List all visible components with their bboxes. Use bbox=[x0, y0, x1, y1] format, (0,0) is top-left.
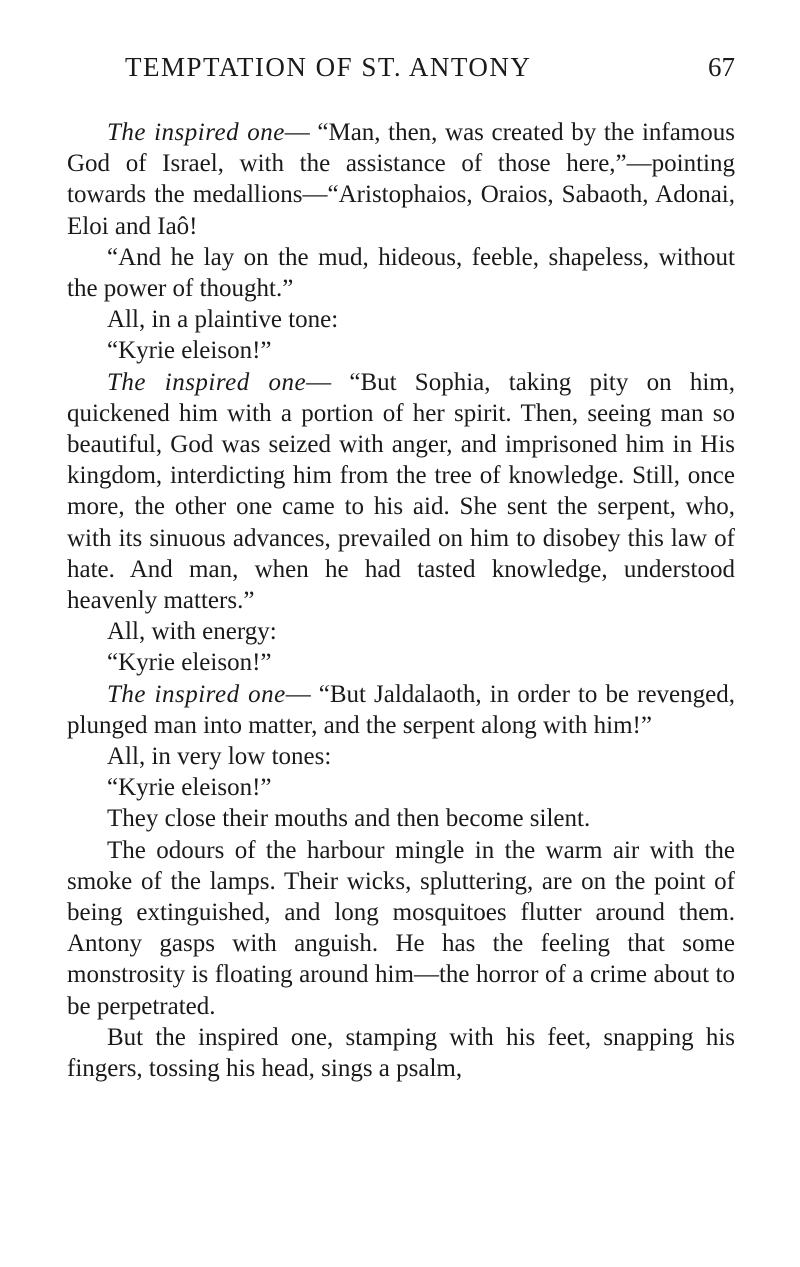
paragraph-text: But the inspired one, stamping with his feet, snapping his fingers, tossing his head, sings a psalm, bbox=[67, 1023, 735, 1083]
paragraph-11 bbox=[67, 803, 735, 834]
paragraph-9 bbox=[67, 741, 735, 772]
paragraph-text: All, in a plaintive tone: bbox=[107, 306, 339, 334]
paragraph-1 bbox=[67, 117, 735, 242]
paragraph-text: All, in very low tones: bbox=[107, 743, 332, 771]
paragraph-text: “And he lay on the mud, hideous, feeble, shapeless, without the power of thought.” bbox=[67, 243, 735, 303]
paragraph-12 bbox=[67, 835, 735, 1022]
paragraph-2 bbox=[67, 242, 735, 304]
paragraph-text: The odours of the harbour mingle in the warm air with the smoke of the lamps. Their wicks, spluttering, are on the point of being extinguished, and long mosquitoes flutter around them. Antony gasps with anguish. He has the feeling that some monstrosity is floating around him—the horror of a crime about to be perpetrated. bbox=[67, 836, 735, 1020]
running-head bbox=[125, 52, 735, 83]
paragraph-text: “Kyrie eleison!” bbox=[107, 774, 272, 802]
paragraph-text: “Kyrie eleison!” bbox=[107, 337, 272, 365]
paragraph-3 bbox=[67, 304, 735, 335]
body-text bbox=[67, 117, 735, 1084]
paragraph-text: — “But Jaldalaoth, in order to be revenged, plunged man into matter, and the serpent along with him!” bbox=[67, 680, 735, 739]
paragraph-7 bbox=[67, 647, 735, 678]
paragraph-4 bbox=[67, 335, 735, 366]
paragraph-text: — “Man, then, was created by the infamous God of Israel, with the assistance of those here,”—pointing towards the medallions—“Aristophaios, Oraios, Sabaoth, Adonai, Eloi and Iaô! bbox=[67, 119, 735, 240]
paragraph-13 bbox=[67, 1022, 735, 1084]
paragraph-text: — “But Sophia, taking pity on him, quickened him with a portion of her spirit. Then, seeing man so beautiful, God was seized with anger, and imprisoned him in His kingdom, interdicting him from the tree of knowledge. Still, once more, the other one came to his aid. She sent the serpent, who, with its sinuous advances, prevailed on him to disobey this law of hate. And man, when he had tasted knowledge, understood heavenly matters.” bbox=[67, 368, 735, 615]
speaker-label: The inspired one bbox=[107, 368, 307, 396]
book-page bbox=[67, 52, 735, 1084]
speaker-label: The inspired one bbox=[107, 119, 285, 146]
paragraph-8 bbox=[67, 679, 735, 741]
paragraph-text: They close their mouths and then become silent. bbox=[107, 805, 591, 833]
paragraph-10 bbox=[67, 772, 735, 803]
paragraph-text: “Kyrie eleison!” bbox=[107, 649, 272, 677]
speaker-label: The inspired one bbox=[107, 680, 286, 708]
running-head-title: TEMPTATION OF ST. ANTONY bbox=[125, 52, 532, 82]
paragraph-text: All, with energy: bbox=[107, 618, 277, 646]
paragraph-6 bbox=[67, 616, 735, 647]
paragraph-5 bbox=[67, 367, 735, 617]
page-number: 67 bbox=[708, 52, 735, 82]
